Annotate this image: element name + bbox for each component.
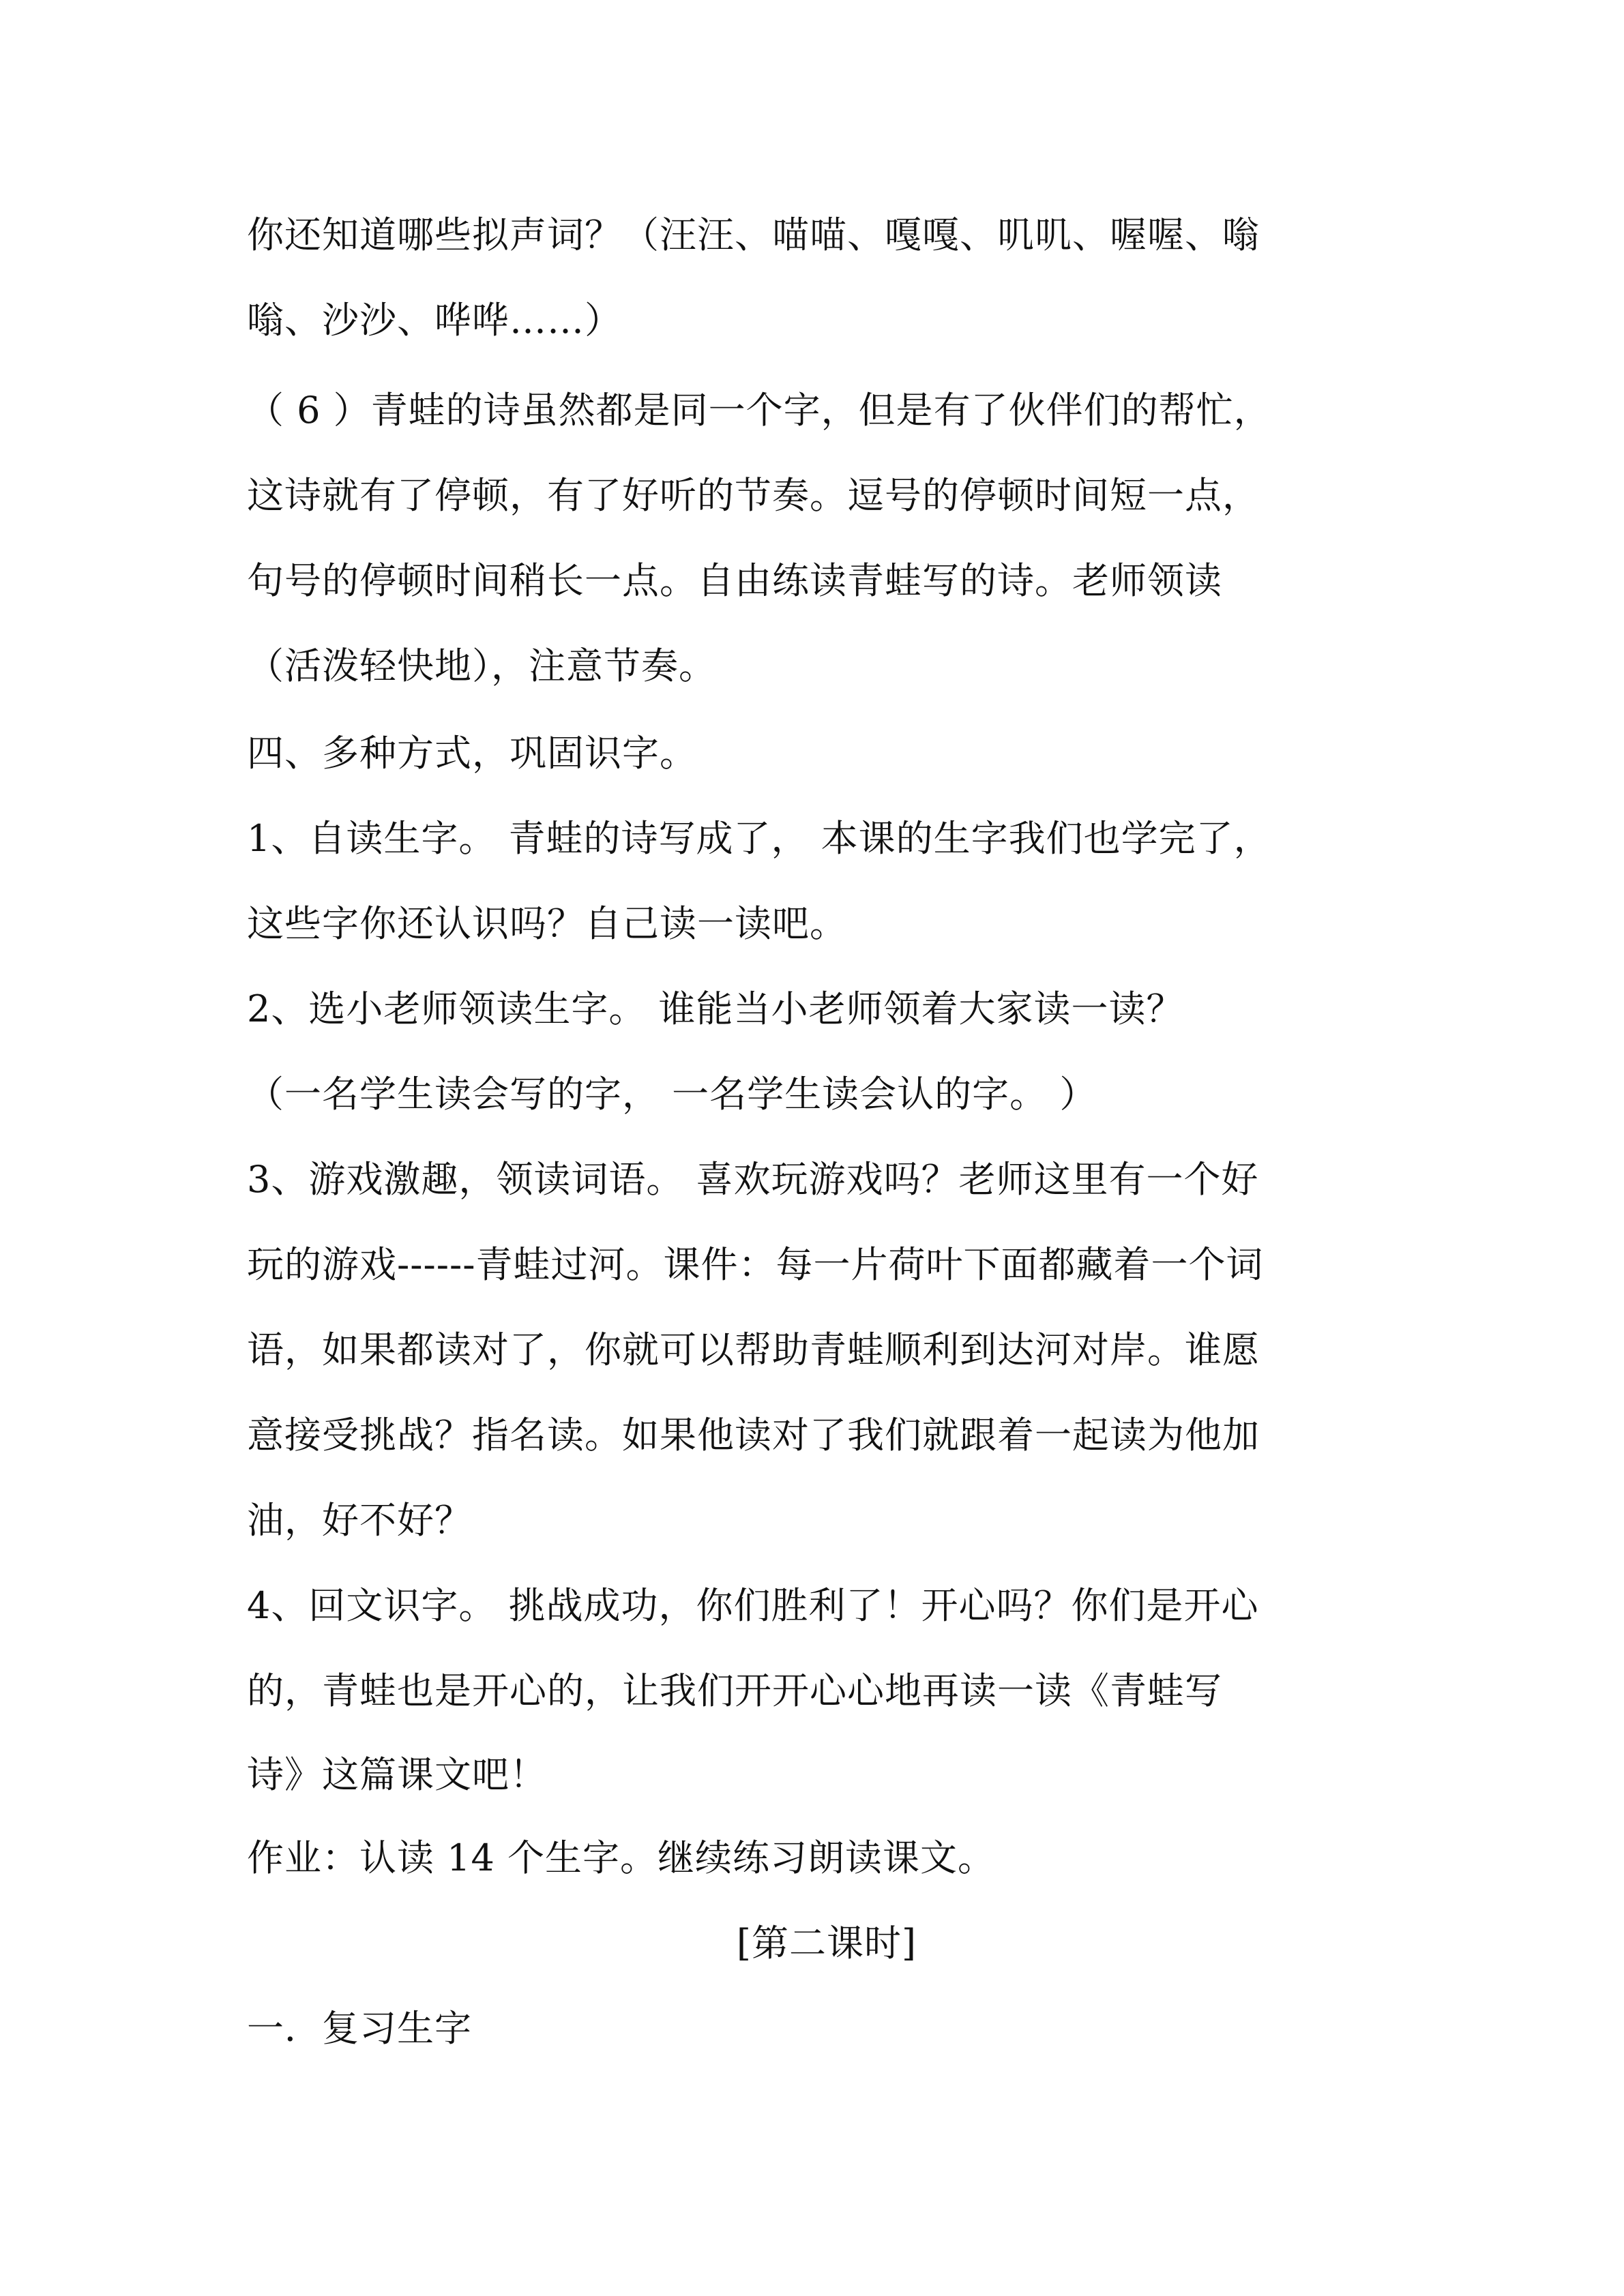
text-line: 的，青蛙也是开心的，让我们开开心心地再读一读《青蛙写 <box>247 1669 1222 1712</box>
text-line: 4、回文识字。 挑战成功，你们胜利了！开心吗？你们是开心 <box>247 1584 1259 1627</box>
text-line: 句号的停顿时间稍长一点。自由练读青蛙写的诗。老师领读 <box>247 559 1222 602</box>
text-line: （活泼轻快地），注意节奏。 <box>247 644 716 687</box>
text-line: 玩的游戏------青蛙过河。课件：每一片荷叶下面都藏着一个词 <box>247 1243 1264 1286</box>
section-heading: 四、多种方式，巩固识字。 <box>247 732 697 775</box>
text-line: 2、选小老师领读生字。 谁能当小老师领着大家读一读？ <box>247 987 1184 1030</box>
text-line: 油，好不好？ <box>247 1499 472 1542</box>
text-line: 这些字你还认识吗？自己读一读吧。 <box>247 902 847 945</box>
text-line: （ 6 ）青蛙的诗虽然都是同一个字，但是有了伙伴们的帮忙， <box>247 389 1271 432</box>
text-line: 嗡、沙沙、哗哗……） <box>247 299 622 342</box>
text-line: 1、自读生字。 青蛙的诗写成了， 本课的生字我们也学完了， <box>247 817 1271 860</box>
text-line: 意接受挑战？指名读。如果他读对了我们就跟着一起读为他加 <box>247 1414 1260 1457</box>
text-line: 语，如果都读对了，你就可以帮助青蛙顺利到达河对岸。谁愿 <box>247 1328 1260 1371</box>
text-line: 诗》这篇课文吧！ <box>247 1753 547 1796</box>
text-line: 你还知道哪些拟声词？（汪汪、喵喵、嘎嘎、叽叽、喔喔、嗡 <box>247 213 1260 256</box>
section-heading: 一．复习生字 <box>247 2007 472 2050</box>
text-line: 这诗就有了停顿，有了好听的节奏。逗号的停顿时间短一点， <box>247 474 1260 517</box>
lesson-heading: [第二课时] <box>736 1922 917 1965</box>
text-line: （一名学生读会写的字， 一名学生读会认的字。 ） <box>247 1073 1097 1116</box>
text-line: 3、游戏激趣，领读词语。 喜欢玩游戏吗？老师这里有一个好 <box>247 1158 1259 1201</box>
homework-line: 作业：认读 14 个生字。继续练习朗读课文。 <box>247 1836 996 1879</box>
